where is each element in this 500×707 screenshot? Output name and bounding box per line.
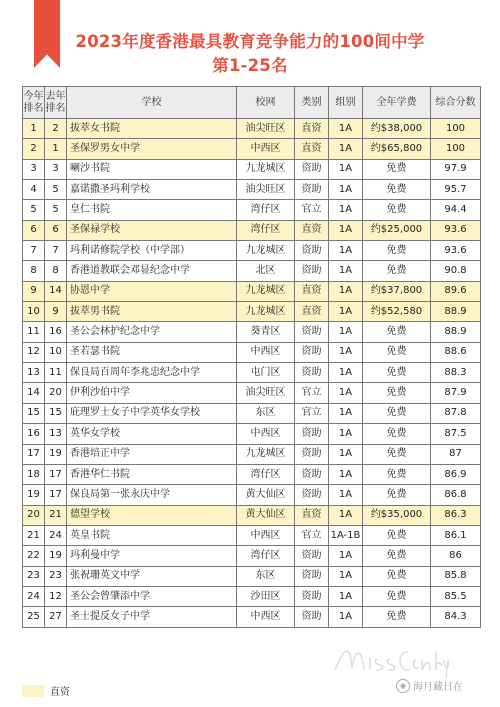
cell-tuition: 免费 — [363, 241, 431, 261]
cell-band: 1A — [329, 607, 363, 627]
cell-district: 中西区 — [237, 342, 295, 362]
cell-rank: 21 — [23, 525, 45, 545]
cell-last-rank: 11 — [45, 363, 67, 383]
cell-band: 1A — [329, 444, 363, 464]
ranking-table — [22, 86, 481, 628]
cell-rank: 7 — [23, 241, 45, 261]
cell-rank: 5 — [23, 200, 45, 220]
cell-district: 黄大仙区 — [237, 485, 295, 505]
cell-category: 直资 — [295, 281, 329, 301]
cell-score: 100 — [431, 139, 481, 159]
cell-last-rank: 9 — [45, 302, 67, 322]
legend-swatch — [22, 685, 44, 697]
cell-band: 1A — [329, 241, 363, 261]
header-tuition: 全年学费 — [363, 87, 431, 119]
cell-last-rank: 17 — [45, 485, 67, 505]
cell-tuition: 免费 — [363, 607, 431, 627]
cell-last-rank: 16 — [45, 322, 67, 342]
cell-last-rank: 10 — [45, 342, 67, 362]
cell-last-rank: 7 — [45, 241, 67, 261]
header-rank-this-year: 今年排名 — [23, 87, 45, 119]
table-row — [23, 241, 481, 261]
table-row — [23, 546, 481, 566]
cell-category: 直资 — [295, 220, 329, 240]
cell-district: 湾仔区 — [237, 220, 295, 240]
cell-last-rank: 12 — [45, 586, 67, 606]
cell-category: 资助 — [295, 424, 329, 444]
cell-school: 庇理罗士女子中学英华女学校 — [67, 403, 237, 423]
cell-score: 86.9 — [431, 464, 481, 484]
table-row — [23, 607, 481, 627]
cell-rank: 4 — [23, 180, 45, 200]
cell-score: 84.3 — [431, 607, 481, 627]
cell-score: 88.9 — [431, 302, 481, 322]
cell-score: 90.8 — [431, 261, 481, 281]
cell-band: 1A — [329, 546, 363, 566]
cell-score: 87.5 — [431, 424, 481, 444]
cell-category: 官立 — [295, 200, 329, 220]
cell-district: 油尖旺区 — [237, 180, 295, 200]
cell-district: 北区 — [237, 261, 295, 281]
cell-rank: 22 — [23, 546, 45, 566]
cell-rank: 6 — [23, 220, 45, 240]
camera-icon: ◉ — [396, 679, 410, 693]
header-district: 校网 — [237, 87, 295, 119]
cell-last-rank: 24 — [45, 525, 67, 545]
cell-band: 1A — [329, 383, 363, 403]
cell-tuition: 约$65,800 — [363, 139, 431, 159]
cell-tuition: 免费 — [363, 525, 431, 545]
cell-district: 东区 — [237, 566, 295, 586]
table-row — [23, 403, 481, 423]
cell-category: 直资 — [295, 505, 329, 525]
cell-category: 资助 — [295, 159, 329, 179]
cell-last-rank: 19 — [45, 546, 67, 566]
cell-category: 资助 — [295, 546, 329, 566]
cell-tuition: 免费 — [363, 546, 431, 566]
cell-district: 油尖旺区 — [237, 119, 295, 139]
header-band: 组别 — [329, 87, 363, 119]
cell-school: 皇仁书院 — [67, 200, 237, 220]
cell-band: 1A-1B — [329, 525, 363, 545]
cell-score: 88.9 — [431, 322, 481, 342]
legend-label: 直资 — [50, 687, 70, 698]
cell-band: 1A — [329, 200, 363, 220]
cell-category: 资助 — [295, 180, 329, 200]
cell-score: 88.6 — [431, 342, 481, 362]
table-row — [23, 139, 481, 159]
cell-last-rank: 15 — [45, 403, 67, 423]
title-line-2: 第1-25名 — [212, 56, 288, 75]
table-row — [23, 505, 481, 525]
cell-band: 1A — [329, 302, 363, 322]
cell-last-rank: 20 — [45, 383, 67, 403]
cell-rank: 18 — [23, 464, 45, 484]
watermark-text: 海月藏日在 — [413, 682, 463, 693]
cell-band: 1A — [329, 485, 363, 505]
cell-score: 86.8 — [431, 485, 481, 505]
cell-band: 1A — [329, 363, 363, 383]
cell-score: 87.8 — [431, 403, 481, 423]
cell-tuition: 免费 — [363, 424, 431, 444]
cell-category: 直资 — [295, 119, 329, 139]
cell-school: 德望学校 — [67, 505, 237, 525]
cell-school: 圣保罗男女中学 — [67, 139, 237, 159]
cell-rank: 25 — [23, 607, 45, 627]
cell-school: 拔萃男书院 — [67, 302, 237, 322]
legend — [22, 683, 70, 698]
cell-school: 香港华仁书院 — [67, 464, 237, 484]
cell-band: 1A — [329, 139, 363, 159]
cell-school: 玛利曼中学 — [67, 546, 237, 566]
table-row — [23, 586, 481, 606]
cell-category: 资助 — [295, 566, 329, 586]
cell-school: 圣若瑟书院 — [67, 342, 237, 362]
cell-score: 86 — [431, 546, 481, 566]
cell-rank: 11 — [23, 322, 45, 342]
cell-rank: 17 — [23, 444, 45, 464]
cell-school: 英华女学校 — [67, 424, 237, 444]
cell-score: 85.8 — [431, 566, 481, 586]
cell-tuition: 约$37,800 — [363, 281, 431, 301]
cell-rank: 2 — [23, 139, 45, 159]
cell-score: 86.3 — [431, 505, 481, 525]
cell-tuition: 免费 — [363, 159, 431, 179]
cell-score: 100 — [431, 119, 481, 139]
cell-school: 保良局第一张永庆中学 — [67, 485, 237, 505]
cell-school: 圣保禄学校 — [67, 220, 237, 240]
cell-district: 九龙城区 — [237, 444, 295, 464]
cell-school: 张祝珊英文中学 — [67, 566, 237, 586]
cell-score: 93.6 — [431, 220, 481, 240]
cell-last-rank: 17 — [45, 464, 67, 484]
cell-tuition: 免费 — [363, 586, 431, 606]
cell-tuition: 约$52,580 — [363, 302, 431, 322]
cell-category: 资助 — [295, 363, 329, 383]
cell-rank: 15 — [23, 403, 45, 423]
cell-tuition: 免费 — [363, 444, 431, 464]
cell-last-rank: 27 — [45, 607, 67, 627]
cell-tuition: 免费 — [363, 383, 431, 403]
cell-school: 协恩中学 — [67, 281, 237, 301]
cell-district: 中西区 — [237, 424, 295, 444]
header-score: 综合分数 — [431, 87, 481, 119]
cell-score: 97.9 — [431, 159, 481, 179]
cell-category: 资助 — [295, 342, 329, 362]
cell-rank: 14 — [23, 383, 45, 403]
cell-category: 资助 — [295, 586, 329, 606]
cell-band: 1A — [329, 159, 363, 179]
cell-school: 拔萃女书院 — [67, 119, 237, 139]
cell-score: 88.3 — [431, 363, 481, 383]
cell-rank: 10 — [23, 302, 45, 322]
cell-last-rank: 8 — [45, 261, 67, 281]
table-row — [23, 424, 481, 444]
cell-band: 1A — [329, 464, 363, 484]
cell-tuition: 约$38,000 — [363, 119, 431, 139]
cell-tuition: 免费 — [363, 342, 431, 362]
cell-district: 湾仔区 — [237, 464, 295, 484]
table-row — [23, 383, 481, 403]
table-row — [23, 119, 481, 139]
cell-district: 屯门区 — [237, 363, 295, 383]
cell-last-rank: 3 — [45, 159, 67, 179]
cell-band: 1A — [329, 261, 363, 281]
cell-last-rank: 19 — [45, 444, 67, 464]
cell-rank: 20 — [23, 505, 45, 525]
header-rank-last-year: 去年排名 — [45, 87, 67, 119]
table-row — [23, 261, 481, 281]
cell-score: 94.4 — [431, 200, 481, 220]
table-row — [23, 444, 481, 464]
cell-rank: 24 — [23, 586, 45, 606]
cell-category: 直资 — [295, 302, 329, 322]
cell-band: 1A — [329, 505, 363, 525]
cell-district: 东区 — [237, 403, 295, 423]
cell-school: 玛利诺修院学校（中学部） — [67, 241, 237, 261]
cell-band: 1A — [329, 119, 363, 139]
cell-band: 1A — [329, 342, 363, 362]
cell-district: 中西区 — [237, 139, 295, 159]
cell-category: 资助 — [295, 241, 329, 261]
cell-category: 资助 — [295, 261, 329, 281]
cell-category: 直资 — [295, 139, 329, 159]
cell-score: 86.1 — [431, 525, 481, 545]
cell-district: 油尖旺区 — [237, 383, 295, 403]
watermark — [396, 678, 463, 693]
cell-score: 93.6 — [431, 241, 481, 261]
signature-watermark — [330, 640, 450, 680]
cell-district: 黄大仙区 — [237, 505, 295, 525]
title-line-1: 2023年度香港最具教育竞争能力的100间中学 — [75, 32, 425, 51]
table-row — [23, 322, 481, 342]
table-row — [23, 342, 481, 362]
cell-school: 香港道教联会邓显纪念中学 — [67, 261, 237, 281]
cell-rank: 3 — [23, 159, 45, 179]
header-category: 类别 — [295, 87, 329, 119]
cell-district: 中西区 — [237, 607, 295, 627]
table-header-row — [23, 87, 481, 119]
cell-school: 圣公会林护纪念中学 — [67, 322, 237, 342]
cell-last-rank: 5 — [45, 200, 67, 220]
cell-rank: 1 — [23, 119, 45, 139]
cell-band: 1A — [329, 403, 363, 423]
cell-school: 喇沙书院 — [67, 159, 237, 179]
cell-rank: 13 — [23, 363, 45, 383]
cell-school: 伊利沙伯中学 — [67, 383, 237, 403]
cell-tuition: 免费 — [363, 363, 431, 383]
cell-category: 资助 — [295, 607, 329, 627]
cell-category: 资助 — [295, 464, 329, 484]
cell-rank: 9 — [23, 281, 45, 301]
cell-tuition: 免费 — [363, 200, 431, 220]
cell-district: 葵青区 — [237, 322, 295, 342]
cell-category: 官立 — [295, 403, 329, 423]
table-row — [23, 200, 481, 220]
table-row — [23, 180, 481, 200]
cell-band: 1A — [329, 322, 363, 342]
cell-rank: 19 — [23, 485, 45, 505]
cell-last-rank: 13 — [45, 424, 67, 444]
cell-school: 香港培正中学 — [67, 444, 237, 464]
table-row — [23, 485, 481, 505]
cell-band: 1A — [329, 424, 363, 444]
cell-school: 英皇书院 — [67, 525, 237, 545]
cell-last-rank: 14 — [45, 281, 67, 301]
table-row — [23, 566, 481, 586]
cell-rank: 12 — [23, 342, 45, 362]
cell-score: 85.5 — [431, 586, 481, 606]
table-row — [23, 302, 481, 322]
cell-tuition: 免费 — [363, 464, 431, 484]
cell-score: 95.7 — [431, 180, 481, 200]
cell-rank: 16 — [23, 424, 45, 444]
cell-band: 1A — [329, 180, 363, 200]
header-school: 学校 — [67, 87, 237, 119]
cell-tuition: 免费 — [363, 566, 431, 586]
cell-tuition: 免费 — [363, 261, 431, 281]
cell-score: 89.6 — [431, 281, 481, 301]
cell-school: 圣公会曾肇添中学 — [67, 586, 237, 606]
table-row — [23, 363, 481, 383]
cell-last-rank: 2 — [45, 119, 67, 139]
cell-last-rank: 5 — [45, 180, 67, 200]
cell-category: 资助 — [295, 322, 329, 342]
table-row — [23, 464, 481, 484]
cell-category: 资助 — [295, 485, 329, 505]
cell-last-rank: 21 — [45, 505, 67, 525]
cell-score: 87.9 — [431, 383, 481, 403]
cell-school: 保良局百周年李兆忠纪念中学 — [67, 363, 237, 383]
cell-band: 1A — [329, 220, 363, 240]
cell-tuition: 免费 — [363, 322, 431, 342]
table-row — [23, 281, 481, 301]
cell-last-rank: 23 — [45, 566, 67, 586]
cell-district: 湾仔区 — [237, 200, 295, 220]
table-row — [23, 525, 481, 545]
cell-school: 嘉诺撒圣玛利学校 — [67, 180, 237, 200]
cell-tuition: 约$35,000 — [363, 505, 431, 525]
cell-band: 1A — [329, 566, 363, 586]
cell-school: 圣士提反女子中学 — [67, 607, 237, 627]
cell-rank: 8 — [23, 261, 45, 281]
cell-tuition: 免费 — [363, 403, 431, 423]
page-title — [0, 30, 500, 78]
table-row — [23, 220, 481, 240]
cell-district: 沙田区 — [237, 586, 295, 606]
cell-category: 官立 — [295, 525, 329, 545]
cell-tuition: 约$25,000 — [363, 220, 431, 240]
cell-category: 资助 — [295, 444, 329, 464]
cell-band: 1A — [329, 281, 363, 301]
cell-tuition: 免费 — [363, 180, 431, 200]
cell-last-rank: 6 — [45, 220, 67, 240]
cell-district: 湾仔区 — [237, 546, 295, 566]
cell-tuition: 免费 — [363, 485, 431, 505]
table-row — [23, 159, 481, 179]
cell-district: 九龙城区 — [237, 159, 295, 179]
cell-band: 1A — [329, 586, 363, 606]
cell-district: 九龙城区 — [237, 302, 295, 322]
cell-district: 中西区 — [237, 525, 295, 545]
cell-score: 87 — [431, 444, 481, 464]
cell-district: 九龙城区 — [237, 241, 295, 261]
cell-last-rank: 1 — [45, 139, 67, 159]
cell-district: 九龙城区 — [237, 281, 295, 301]
cell-category: 官立 — [295, 383, 329, 403]
cell-rank: 23 — [23, 566, 45, 586]
